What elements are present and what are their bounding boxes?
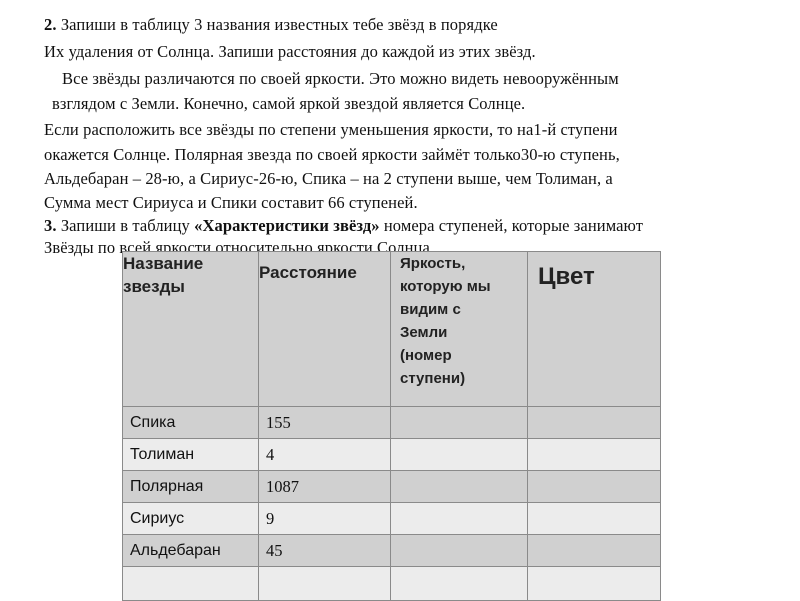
header-brightness-line-1: Яркость, (400, 255, 466, 272)
cell-brightness[interactable] (391, 503, 528, 535)
cell-distance: 9 (259, 503, 391, 535)
cell-name: Альдебаран (123, 535, 259, 567)
cell-name: Полярная (123, 471, 259, 503)
cell-brightness[interactable] (391, 535, 528, 567)
cell-name: Сириус (123, 503, 259, 535)
paragraph-line-2: взглядом с Земли. Конечно, самой яркой звездой является Солнце. (52, 94, 526, 113)
task-3-text-post: номера ступеней, которые занимают (379, 216, 644, 235)
paragraph-line-4: окажется Солнце. Полярная звезда по своей яркости займёт только30-ю ступень, (44, 145, 620, 164)
cell-color[interactable] (528, 567, 661, 601)
header-name-line-2: звезды (123, 277, 185, 296)
header-brightness-line-3: видим с (400, 301, 461, 318)
cell-brightness[interactable] (391, 439, 528, 471)
cell-brightness[interactable] (391, 567, 528, 601)
cell-distance[interactable] (259, 567, 391, 601)
cell-name[interactable] (123, 567, 259, 601)
stars-table (122, 251, 661, 601)
cell-brightness[interactable] (391, 471, 528, 503)
task-2-text-1: Запиши в таблицу 3 названия известных тебе звёзд в порядке (60, 15, 498, 34)
cell-color[interactable] (528, 471, 661, 503)
header-name-line-1: Название (123, 254, 204, 273)
task-3-number: 3. (44, 216, 57, 235)
task-3-table-name: «Характеристики звёзд» (194, 216, 380, 235)
table-row (123, 503, 661, 535)
table-row (123, 471, 661, 503)
header-brightness-line-6: ступени) (400, 370, 466, 387)
cell-name: Толиман (123, 439, 259, 471)
task-3-line-2: Звёзды по всей яркости относительно яркости Солнца. (44, 238, 435, 257)
stars-table-container (122, 251, 660, 601)
table-row (123, 439, 661, 471)
header-distance: Расстояние (259, 252, 391, 407)
task-2-line-2: Их удаления от Солнца. Запиши расстояния до каждой из этих звёзд. (44, 42, 536, 61)
paragraph-line-1: Все звёзды различаются по своей яркости. Это можно видеть невооружённым (62, 69, 619, 88)
paragraph-line-5: Альдебаран – 28-ю, а Сириус-26-ю, Спика – на 2 ступени выше, чем Толиман, а (44, 169, 613, 188)
cell-color[interactable] (528, 503, 661, 535)
task-3-line-1 (44, 216, 643, 236)
header-color: Цвет (528, 252, 661, 407)
header-brightness-line-2: которую мы (400, 278, 491, 295)
cell-color[interactable] (528, 439, 661, 471)
header-name (123, 252, 259, 407)
table-row (123, 535, 661, 567)
cell-distance: 45 (259, 535, 391, 567)
task-2-number: 2. (44, 15, 57, 34)
cell-distance: 155 (259, 407, 391, 439)
table-row (123, 567, 661, 601)
header-brightness-line-5: (номер (400, 347, 452, 364)
header-brightness-line-4: Земли (400, 324, 448, 341)
table-row (123, 407, 661, 439)
cell-distance: 1087 (259, 471, 391, 503)
paragraph-line-3: Если расположить все звёзды по степени уменьшения яркости, то на1-й ступени (44, 120, 618, 139)
paragraph-line-6: Сумма мест Сириуса и Спики составит 66 ступеней. (44, 193, 418, 212)
cell-distance: 4 (259, 439, 391, 471)
cell-name: Спика (123, 407, 259, 439)
cell-color[interactable] (528, 535, 661, 567)
table-header-row (123, 252, 661, 407)
cell-color[interactable] (528, 407, 661, 439)
task-3-text-pre: Запиши в таблицу (60, 216, 195, 235)
task-2-line-1 (44, 15, 498, 35)
cell-brightness[interactable] (391, 407, 528, 439)
header-brightness (391, 252, 528, 407)
